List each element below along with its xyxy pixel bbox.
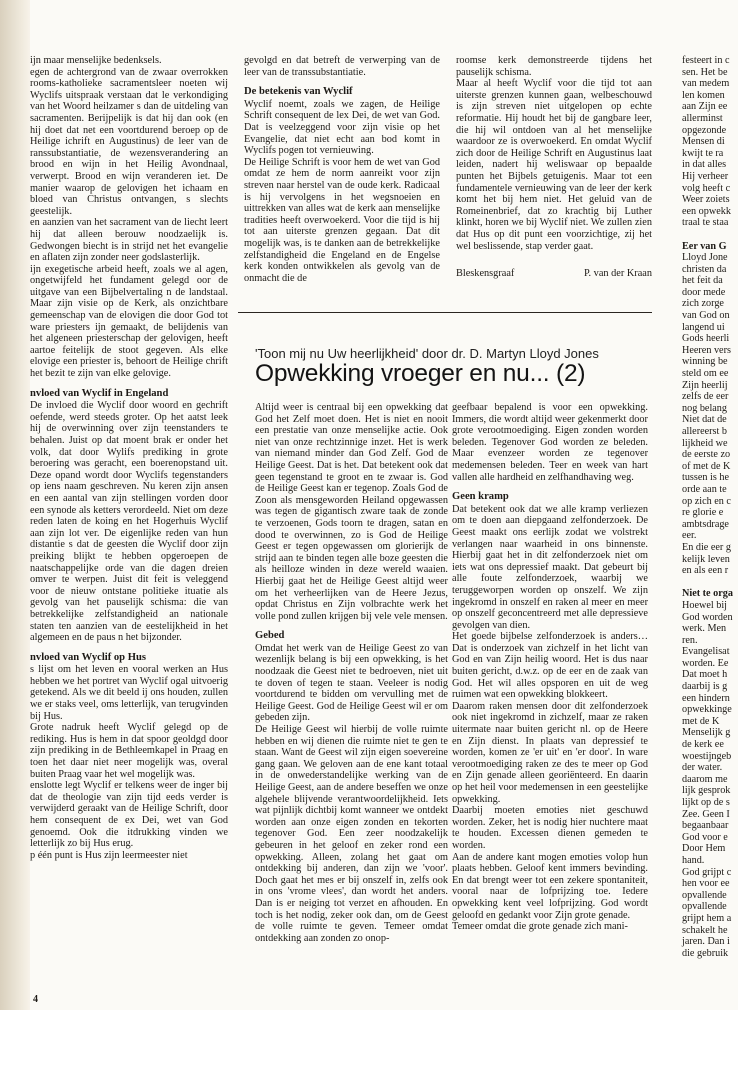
article-divider <box>238 312 652 313</box>
text-line: Gods heerli <box>682 333 730 345</box>
text-line: woestijngeb <box>682 750 732 762</box>
column-next-page-cropped <box>682 55 738 1010</box>
paragraph: Daarbij moeten emoties niet geschuwd worden. Zeker, het is nodig hier nuchtere maat te houden. Excessen dienen gemeden te worden. <box>452 805 648 851</box>
text-line: een hindern <box>682 692 730 704</box>
paragraph: Omdat het werk van de Heilige Geest zo van wezenlijk belang is bij een opwekking, is het noodzaak die Geest niet te bedroeven, niet uit te doven of tegen te staan. Veeleer is nodig voortdurend te bidden om vervulling met de Heilige Geest. God de Heilige Geest wil er om gebeden zijn. <box>255 642 448 724</box>
paragraph: Aan de andere kant mogen emoties volop hun plaats hebben. Geloof kent immers bevinding. En dat brengt weer tot een zekere spontaniteit, vooral naar de lofprijzing toe. Iedere opwekking kent veel lofprijzing. God wordt geloofd en gedankt voor Zijn grote genade. <box>452 851 648 921</box>
paragraph: enslotte legt Wyclif er telkens weer de inger bij dat de theologie van zijn tijd eeds verder is verwijderd geraakt van de Heilige Schrift, door hem consequent de ex Dei, wet van God genoemd. Ook die itdrukking vinden we letterlijk zo bij Hus erug. <box>30 780 228 850</box>
text-line: daarbij is g <box>682 681 728 693</box>
text-line: opgezonde <box>682 124 727 136</box>
byline-author: P. van der Kraan <box>583 268 652 279</box>
paragraph: gevolgd en dat betreft de verwerping van de leer van de transsubstantiatie. <box>244 55 440 78</box>
text-line: van God on <box>682 310 730 322</box>
paragraph: egen de achtergrond van de zwaar overrokken rooms-katholieke sacramentsleer noeten wij Wyclifs uitspraak verstaan dat le verkondiging van het Woord heilzamer s dan de uitdeling van sacramenten. Berijpelijk is dat hij dan ook (en hij doet dat net een voortdurend beroep op de Heilige ichrift en Augustinus) de leer van de ranssubstantiatie, de wezensverandering an brood en wijn in het Heilig Avondnaal, verwerpt. Brood en wijn veranderen iet. De manier waarop de gelovigen het ichaam en bloed van Christus ontvangen, s slechts geestelijk. <box>30 66 228 217</box>
text-line: zelfs de eer <box>682 391 729 403</box>
text-line: Dat moet h <box>682 669 728 681</box>
text-line: opvallende <box>682 901 727 913</box>
text-line: sen. Het be <box>682 66 728 78</box>
article-kicker: 'Toon mij nu Uw heerlijkheid' door dr. D. Martyn Lloyd Jones <box>255 346 599 361</box>
text-line: schakelt he <box>682 924 728 936</box>
text-line: lijkt op de s <box>682 797 730 808</box>
text-line: ambtsdrage <box>682 518 729 530</box>
text-line: Zijn heerlij <box>682 379 728 391</box>
paragraph: Grote nadruk heeft Wyclif gelegd op de rediking. Hus is hem in dat spoor geoldgd door zijn prediking in de Bethleemkapel in Praag en toen het daar niet neer mogelijk was, overal buiten Praag vaar het wel mogelijk was. <box>30 722 228 780</box>
text-line: len komen <box>682 89 725 101</box>
text-line: volg heeft c <box>682 182 731 194</box>
text-line: Eer van G <box>682 240 727 252</box>
text-line: werk. Men <box>682 623 727 635</box>
text-line: door mede <box>682 286 726 298</box>
paragraph: ijn maar menselijke bedenksels. <box>30 55 162 66</box>
text-line: Niet te orga <box>682 588 733 600</box>
text-line: orde aan te <box>682 483 727 495</box>
column-wyclif-2 <box>244 55 440 284</box>
column-wyclif-3 <box>456 55 652 263</box>
text-line: zich zorge <box>682 298 724 310</box>
text-line: christen da <box>682 263 727 275</box>
text-line: Heeren vers <box>682 344 731 356</box>
text-line: Hij verheer <box>682 170 729 182</box>
text-line: langend ui <box>682 321 725 333</box>
text-line: het feit da <box>682 275 723 287</box>
text-line: Door Hem <box>682 843 726 855</box>
paragraph: roomse kerk demonstreerde tijdens het pauselijk schisma. <box>456 55 652 78</box>
text-line: en als een r <box>682 565 729 577</box>
paragraph: Maar al heeft Wyclif voor die tijd tot aan uiterste grenzen kunnen gaan, welbeschouwd is zijn streven niet uitgelopen op echte reformatie. Hij houdt het bij de gangbare leer, die hij wil ontdoen van al het menselijke waardoor ze is overwoekerd. En omdat Wyclif zich door de Heilige Schrift en Augustinus laat leiden, nadert hij weliswaar op bepaalde punten het Bijbels getuigenis. Maar tot een fundamentele vernieuwing van de leer der kerk komt het bij hem niet. Het geluid van de Romeinenbrief, dat zo krachtig bij Luther klinkt, horen we bij Wyclif niet. We zullen zien dat Hus op dit punt een voorzichtige, zij het wel beslissende, stap verder gaat. <box>456 78 652 252</box>
text-line: ren. <box>682 634 698 646</box>
page-gutter <box>0 0 30 1010</box>
text-line: Niet dat de <box>682 414 727 426</box>
text-line: der water. <box>682 762 723 774</box>
section-heading: Gebed <box>255 630 285 642</box>
text-line: van medem <box>682 78 730 90</box>
text-line: kwijt te ra <box>682 147 724 159</box>
text-line: de eerste zo <box>682 449 731 461</box>
text-line: festeert in c <box>682 55 730 66</box>
section-heading: De betekenis van Wyclif <box>244 86 353 98</box>
text-line: Zee. Geen I <box>682 808 730 820</box>
text-line: En die eer g <box>682 541 731 553</box>
text-line: begaanbaar <box>682 820 729 832</box>
text-line: worden. Ee <box>682 657 729 669</box>
text-line: met de K <box>682 715 720 727</box>
text-line: hand. <box>682 854 705 866</box>
section-heading: nvloed van Wyclif in Engeland <box>30 387 169 399</box>
text-line: aan Zijn ee <box>682 101 728 113</box>
text-line: Evangelisat <box>682 646 730 658</box>
text-line: in dat alles <box>682 159 727 171</box>
paragraph: p één punt is Hus zijn leermeester niet <box>30 849 188 861</box>
paragraph: s lijst om het leven en vooral werken an Hus hebben we het portret van Wyclif ogal uitvoerig getekend. Als we dit beeld ij ons houden, zullen we er staks veel, oms letterlijk, van terugvinden bij Hus. <box>30 664 228 722</box>
text-line: opvallende <box>682 889 727 901</box>
byline-place: Bleskensgraaf <box>456 268 515 279</box>
paragraph: De invloed die Wyclif door woord en gechrift oefende, werd steeds groter. Op het aatst leek hij de overwinning over zijn teenstanders te behalen. Juist op dat moent brak er onder het volk, dat door Wylifs prediking in grote beroering was geracht, een boerenopstand uit. Deze opand wordt door Wyclifs tegenstanders op iens naam geschreven. Nu keren zijn ansen en een aantal van zijn stellingen vorden door een synode als ketters verordeeld. Niet om deze reden laten de koing en het Hogerhuis Wyclif aan zijn lot ver. De eigenlijke reden van hun distantie s dat de geesten die Wyclif door zijn preiking blijkt te hebben opgeroepen de naatschappelijke orde van die dagen dreien omver te werpen. Juist dit feit is veleggend voor de nieuw ontstane politieke ituatie als gevolg van het pauselijk schisma: die van betrekkelijke zelfstandigheid an nationale staten ten aanzien van de eestelijkheid in het algemeen en de paus n het bijzonder. <box>30 400 228 644</box>
text-line: eer. <box>682 530 697 542</box>
column-opwekking-1 <box>255 402 448 1008</box>
page-margin-bottom <box>0 1010 738 1068</box>
text-line: God worden <box>682 611 733 623</box>
text-line: tussen is he <box>682 472 729 484</box>
text-line: hen voor ee <box>682 878 730 890</box>
paragraph: geefbaar bepalend is voor een opwekking. Immers, die wordt altijd weer gekenmerkt door grote verootmoediging. Eigen zonden worden beleden. Tegenover God worden ze beleden. Maar evenzeer worden ze tegenover medemensen beleden. Teer en week van hart vallen alle hardheid en zelfhandhaving weg. <box>452 402 648 483</box>
section-heading: Geen kramp <box>452 491 509 503</box>
page-number: 4 <box>33 994 38 1005</box>
text-line: Menselijk g <box>682 727 731 739</box>
text-line: de kerk ee <box>682 739 724 751</box>
text-line: lijk gesprok <box>682 785 731 797</box>
text-line: op zich en c <box>682 495 731 507</box>
text-line: een opwekk <box>682 205 731 217</box>
text-line: traal te staa <box>682 217 729 229</box>
paragraph: Wyclif noemt, zoals we zagen, de Heilige Schrift consequent de lex Dei, de wet van God. Dat is veelzeggend voor zijn visie op het Evangelie, dat niet echt aan bod komt in Wyclifs pogen tot vernieuwing. <box>244 98 440 157</box>
text-line: Weer zoiets <box>682 194 730 206</box>
paragraph: Temeer omdat die grote genade zich mani- <box>452 921 628 933</box>
section-heading: nvloed van Wyclif op Hus <box>30 651 146 663</box>
text-line <box>682 229 738 241</box>
paragraph: ijn exegetische arbeid heeft, zoals we al agen, ongetwijfeld het fundament gelegd oor de uitgave van een Bijbelvertaling n de landstaal. Maar zijn visie op de Kerk, als onzichtbare gemeenschap van de elovigen die door God tot ware priesters ijn gemaakt, de belijdenis van het algeneen priesterschap der gelovigen, heeft aartoe feitelijk de stoot gegeven. Als elke elovige een priester is, behoort de Heilige chrift het bezit te zijn van elke gelovige. <box>30 263 228 380</box>
paragraph: Altijd weer is centraal bij een opwekking dat God het Zelf moet doen. Het is niet en nooit een prestatie van onze menselijke actie. Ook niet van onze rechtzinnige inzet. Het is werk van niemand minder dan God Zelf. God de Heilige Geest. Dat is het. Dat betekent ook dat geen tegenstand te groot en te zwaar is. God de Heilige Geest kan er tegenop. Zoals God de Zoon als mensgeworden Heiland opgewassen was tegen de gigantisch zware taak de zonde te verzoenen, Gods toorn te dragen, satan en dood te overwinnen, zo is God de Heilige Geest er tegen opgewassen om glorierijk de strijd aan te binden tegen alle boze geesten die als heilloze winden in deze wereld waaien. Hierbij gaat het de Heilige Geest altijd weer om het verheerlijken van de Heere Jezus, opdat Christus en Zijn volbrachte werk het volle pond zullen krijgen bij vele vele mensen. <box>255 402 448 622</box>
text-line: re glorie e <box>682 507 724 519</box>
text-line: allereerst b <box>682 426 727 437</box>
paragraph: en aanzien van het sacrament van de liecht leert hij dat alleen berouw noodzaelijk is. Gedwongen biecht is in strijd net het evangelie en aflaten zijn zonder neer godslasterlijk. <box>30 217 228 264</box>
paragraph: De Heilige Schrift is voor hem de wet van God omdat ze hem de norm aanreikt voor zijn streven naar herstel van de oude kerk. Radicaal is hij vervolgens in het wegsnoeien en uittrekken van alles wat de kerk aan menselijke tradities heeft overwoekerd. Voor die tijd is hij tot aan uiterste grenzen gegaan. Dat dit mogelijk was, is te danken aan de betrekkelijke zelfstandigheid die Engeland en de Engelse kerk konden ontwikkelen als gevolg van de onmacht die de <box>244 156 440 284</box>
article-headline: Opwekking vroeger en nu... (2) <box>255 360 586 387</box>
text-line: steld om ee <box>682 368 729 380</box>
text-line: of met de K <box>682 460 731 472</box>
text-line: allerminst <box>682 112 723 124</box>
paragraph: Dat betekent ook dat we alle kramp verliezen om te doen aan diepgaand zelfonderzoek. De Geest maakt ons eerlijk zodat we volstrekt verlangen naar waarheid in ons binnenste. Hierbij gaat het in dit zelfonderzoek niet om iets wat ons depressief maakt. Dat gebeurt bij alle foute zelfonderzoek, waarbij we teruggeworpen worden op onszelf. We zijn ingekromd in onszelf en raken al meer en meer op onszelf geconcentreerd met alle depressieve gevolgen van dien. <box>452 503 648 631</box>
text-line: opwekkinge <box>682 704 732 716</box>
text-line: die gebruik <box>682 947 729 959</box>
text-line: nog belang <box>682 402 727 414</box>
paragraph: De Heilige Geest wil hierbij de volle ruimte hebben en wij dienen die ruimte niet te gen te staan. Want de Geest wil zijn eigen soevereine gang gaan. We geloven aan de ene kant totaal in de onwederstandelijke werking van de Heilige Geest, aan de andere beseffen we onze algehele blijvende verantwoordelijkheid. Iets wat pijnlijk dichtbij komt wanneer we ontdekt worden aan onze eigen zonden en tekorten tegenover God. Een zeer noodzakelijk gebeuren in het geloof en zeker rond een opwekking. Alleen, zolang het gaat om ontdekking bij anderen, dan zijn we 'voor'. Doch gaat het mes er bij onszelf in, zelfs ook in ons 'vrome vlees', dan wordt het anders. Dan is er neiging tot verzet en afhouden. En toch is het nodig, zeker ook dan, om de Geest de volle ruimte te geven. Temeer omdat ontdekking aan zonden zo onop- <box>255 724 448 944</box>
text-line: God voor e <box>682 831 728 843</box>
byline <box>456 268 652 279</box>
text-line: God grijpt c <box>682 866 732 878</box>
text-line: lijkheid we <box>682 437 728 449</box>
text-line: grijpt hem a <box>682 912 732 924</box>
text-line: kelijk leven <box>682 553 730 565</box>
text-line: Hoewel bij <box>682 599 727 611</box>
text-line: Lloyd Jone <box>682 252 728 264</box>
text-line: Mensen di <box>682 136 725 148</box>
paragraph: Het goede bijbelse zelfonderzoek is anders… Dat is onderzoek van zichzelf in het licht van God en van Zijn heilig woord. Het is dus naar buiten gericht, d.w.z. op de eer en de zaak van God. Het wil alles opsporen en uit de weg ruimen wat een opwekking blokkeert. <box>452 631 648 701</box>
paragraph: Daarom raken mensen door dit zelfonderzoek ook niet ingekromd in zichzelf, maar ze raken uitermate naar buiten gericht nl. op de Heere en Zijn dienst. In plaats van depressief te worden, komen ze 'er uit' en 'er door'. In ware verootmoediging raken ze des te meer op God en Zijn genade alleen georiënteerd. En daarin op het heil voor medemensen in een geestelijke opwekking. <box>452 700 648 805</box>
text-line: winning be <box>682 356 728 368</box>
text-line <box>682 577 738 589</box>
text-line: jaren. Dan i <box>682 936 730 948</box>
column-wyclif-1 <box>30 55 228 1010</box>
column-opwekking-2 <box>452 402 648 1008</box>
text-line: daarom me <box>682 773 728 785</box>
